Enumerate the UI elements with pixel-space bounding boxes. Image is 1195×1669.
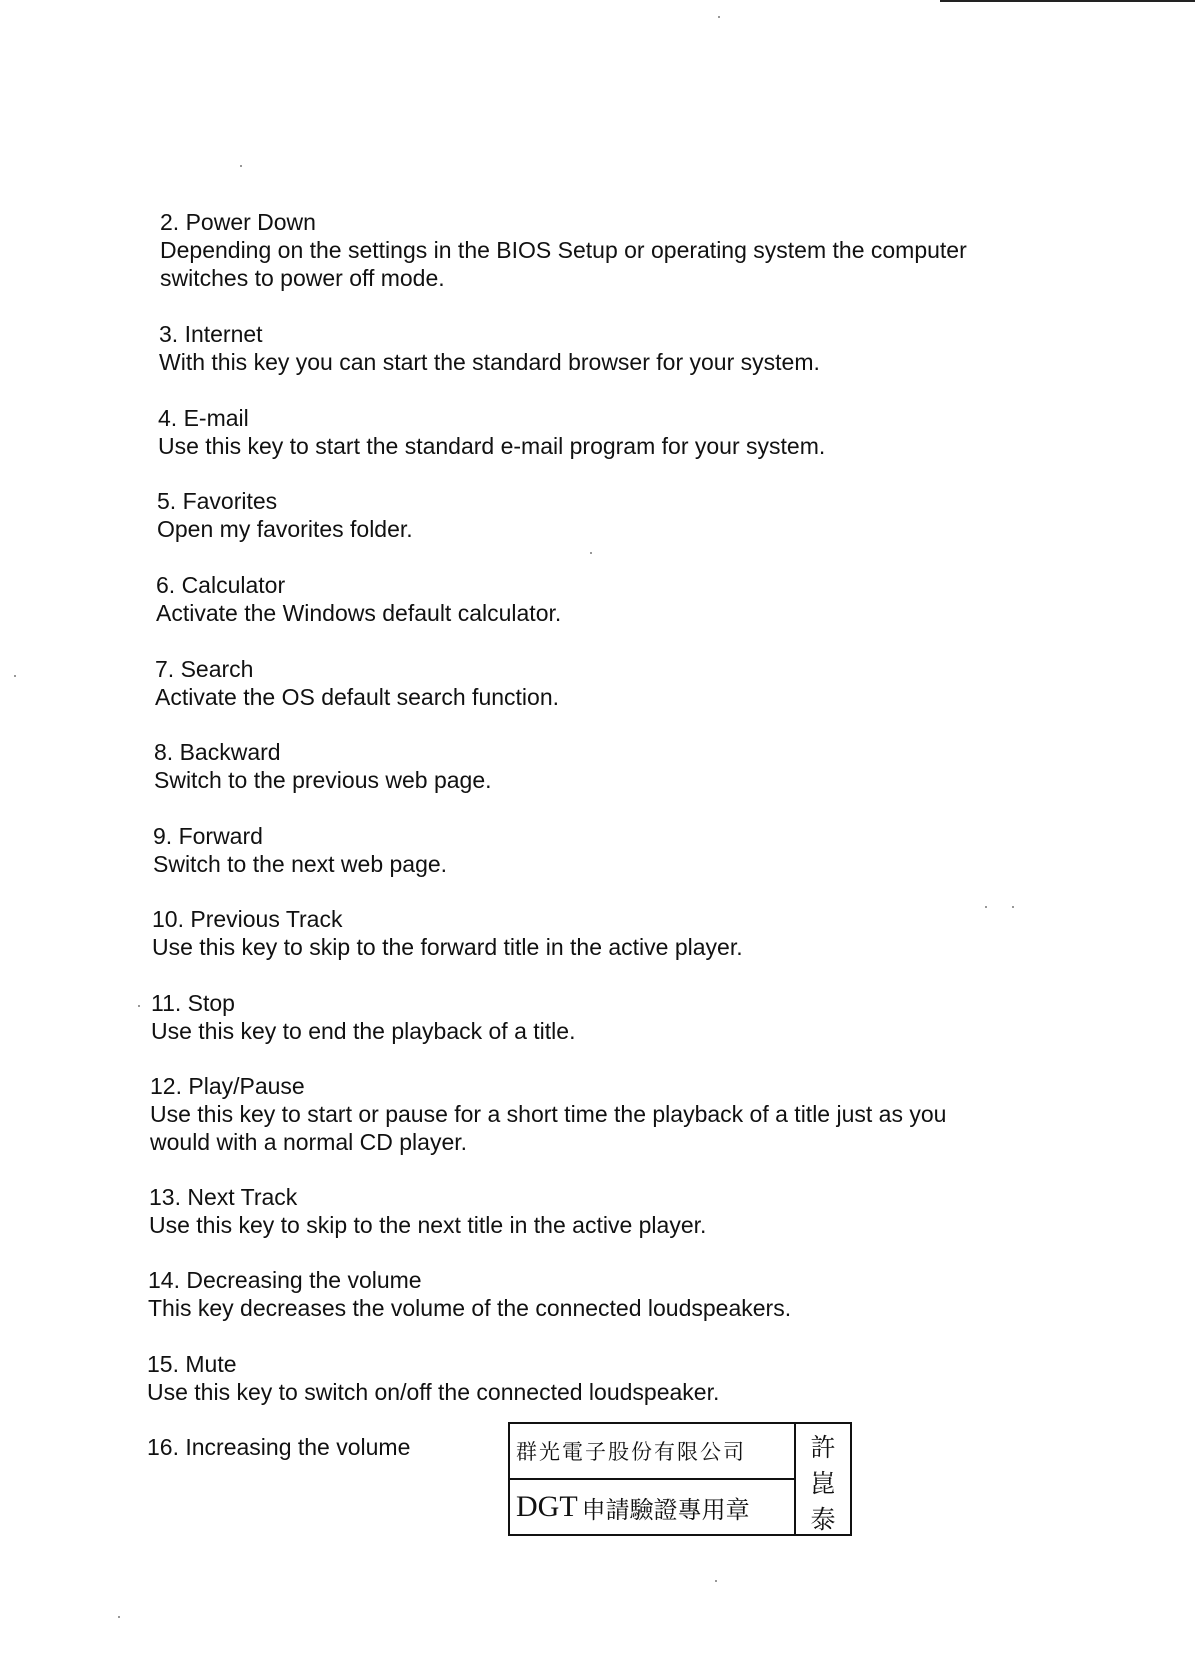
- entry-search: [155, 655, 559, 711]
- stamp-name-char: 泰: [810, 1505, 836, 1534]
- scan-speck: [718, 16, 720, 18]
- scan-speck: [1012, 906, 1014, 908]
- scan-speck: [118, 1616, 120, 1618]
- entry-email: [158, 404, 825, 460]
- entry-stop: [151, 989, 575, 1045]
- entry-description: Use this key to switch on/off the connected loudspeaker.: [147, 1379, 720, 1405]
- entry-description: With this key you can start the standard browser for your system.: [159, 349, 820, 375]
- entry-power-down: [160, 208, 967, 292]
- stamp-purpose-latin: DGT: [516, 1490, 578, 1523]
- scan-speck: [240, 165, 242, 167]
- entry-next-track: [149, 1183, 706, 1239]
- entry-description: Use this key to skip to the next title in the active player.: [149, 1212, 707, 1238]
- top-rule: [940, 0, 1195, 2]
- entry-internet: [159, 320, 820, 376]
- entry-title: 15. Mute: [147, 1351, 237, 1377]
- entry-title: 7. Search: [155, 656, 254, 682]
- entry-title: 10. Previous Track: [152, 906, 343, 932]
- entry-title: 2. Power Down: [160, 209, 316, 235]
- entry-description: Open my favorites folder.: [157, 516, 413, 542]
- scan-speck: [138, 1005, 140, 1007]
- stamp-company-name: 群光電子股份有限公司: [510, 1424, 794, 1480]
- scan-speck: [590, 552, 592, 554]
- entry-description: Depending on the settings in the BIOS Setup or operating system the computer: [160, 237, 967, 263]
- entry-mute: [147, 1350, 719, 1406]
- entry-previous-track: [152, 905, 743, 961]
- stamp-name-char: 崑: [810, 1469, 836, 1498]
- entry-description: This key decreases the volume of the connected loudspeakers.: [148, 1295, 792, 1321]
- entry-title: 4. E-mail: [158, 405, 249, 431]
- entry-description-continued: switches to power off mode.: [160, 265, 445, 291]
- entry-description-continued: would with a normal CD player.: [150, 1129, 468, 1155]
- entry-title: 14. Decreasing the volume: [148, 1267, 422, 1293]
- entry-title: 8. Backward: [154, 739, 281, 765]
- entry-description: Activate the OS default search function.: [155, 684, 560, 710]
- entry-increasing-volume: [147, 1433, 410, 1461]
- entry-description: Switch to the next web page.: [153, 851, 448, 877]
- entry-description: Use this key to skip to the forward title in the active player.: [152, 934, 743, 960]
- stamp-name-char: 許: [810, 1433, 836, 1462]
- stamp-signatory-name: [796, 1424, 850, 1534]
- entry-title: 11. Stop: [151, 990, 235, 1016]
- entry-decreasing-volume: [148, 1266, 791, 1322]
- stamp-purpose-text: 申請驗證專用章: [581, 1495, 750, 1524]
- stamp-purpose: [510, 1480, 794, 1534]
- company-certification-stamp: [508, 1422, 852, 1536]
- entry-title: 13. Next Track: [149, 1184, 298, 1210]
- entry-favorites: [157, 487, 413, 543]
- entry-play-pause: [150, 1072, 946, 1156]
- entry-description: Switch to the previous web page.: [154, 767, 492, 793]
- entry-title: 16. Increasing the volume: [147, 1434, 411, 1460]
- entry-calculator: [156, 571, 561, 627]
- entry-backward: [154, 738, 492, 794]
- entry-title: 3. Internet: [159, 321, 263, 347]
- scan-speck: [715, 1580, 717, 1582]
- entry-title: 9. Forward: [153, 823, 263, 849]
- entry-title: 12. Play/Pause: [150, 1073, 305, 1099]
- entry-description: Activate the Windows default calculator.: [156, 600, 562, 626]
- stamp-text-block: [510, 1424, 796, 1534]
- scan-speck: [985, 906, 987, 908]
- entry-title: 5. Favorites: [157, 488, 278, 514]
- entry-title: 6. Calculator: [156, 572, 286, 598]
- scan-speck: [14, 675, 16, 677]
- entry-description: Use this key to start or pause for a short time the playback of a title just as you: [150, 1101, 947, 1127]
- entry-description: Use this key to end the playback of a title.: [151, 1018, 576, 1044]
- entry-forward: [153, 822, 447, 878]
- entry-description: Use this key to start the standard e-mail program for your system.: [158, 433, 826, 459]
